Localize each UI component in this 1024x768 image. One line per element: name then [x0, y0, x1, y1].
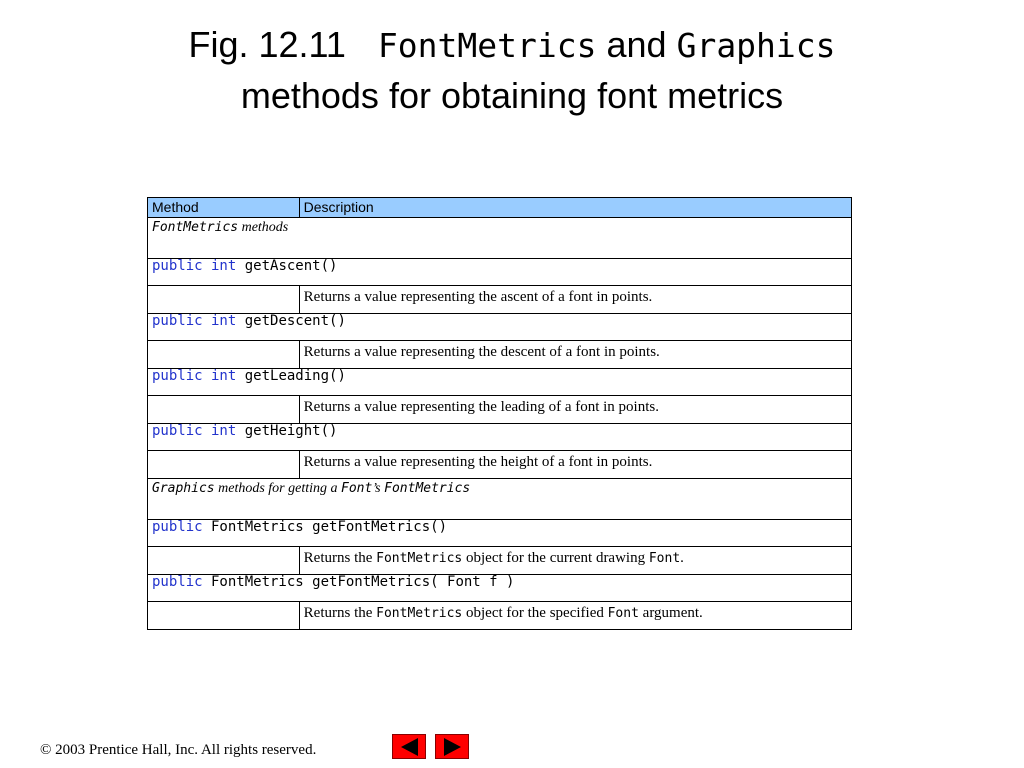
- title-line-1: [0, 20, 1024, 71]
- section-class-name: Graphics: [152, 481, 215, 496]
- method-keyword: public int: [152, 258, 237, 274]
- section-fontmetrics-methods: [148, 218, 852, 259]
- method-name: getDescent(): [236, 313, 346, 329]
- method-description: [299, 547, 851, 575]
- method-description: Returns a value representing the height of a font in points.: [299, 451, 851, 479]
- method-keyword: public: [152, 574, 203, 590]
- title-class-graphics: Graphics: [676, 26, 836, 65]
- title-line-2: methods for obtaining font metrics: [240, 75, 784, 116]
- desc-code: FontMetrics: [376, 551, 463, 566]
- title-class-fontmetrics: FontMetrics: [377, 26, 597, 65]
- method-description: Returns a value representing the ascent of a font in points.: [299, 286, 851, 314]
- method-signature-row: [148, 314, 852, 341]
- method-keyword: public int: [152, 368, 237, 384]
- empty-method-cell: [148, 602, 300, 630]
- section-text: ’s: [372, 481, 385, 496]
- method-description: Returns a value representing the descent of a font in points.: [299, 341, 851, 369]
- arrow-left-icon: [401, 738, 418, 756]
- section-graphics-methods: [148, 479, 852, 520]
- slide-title: [0, 20, 1024, 121]
- section-font-class: Font: [341, 481, 373, 496]
- method-description: Returns a value representing the leading of a font in points.: [299, 396, 851, 424]
- method-name: FontMetrics getFontMetrics(): [202, 519, 448, 535]
- method-name: FontMetrics getFontMetrics( Font f ): [202, 574, 515, 590]
- section-text: methods for getting a: [214, 481, 342, 496]
- desc-text: argument.: [638, 605, 703, 621]
- desc-text: object for the current drawing: [462, 550, 649, 566]
- method-description-row: [148, 396, 852, 424]
- empty-method-cell: [148, 547, 300, 575]
- previous-slide-button[interactable]: [392, 734, 426, 759]
- method-description-row: [148, 602, 852, 630]
- method-name: getAscent(): [236, 258, 338, 274]
- title-conjunction: and: [606, 24, 667, 65]
- method-description-row: [148, 286, 852, 314]
- desc-text: Returns the: [303, 550, 377, 566]
- copyright-footer: © 2003 Prentice Hall, Inc. All rights reserved.: [40, 742, 317, 758]
- method-description-row: [148, 547, 852, 575]
- header-description: Description: [299, 198, 851, 218]
- method-description-row: [148, 451, 852, 479]
- desc-text: .: [680, 550, 684, 566]
- desc-text: object for the specified: [462, 605, 608, 621]
- method-signature-row: [148, 424, 852, 451]
- methods-table: [147, 197, 852, 630]
- desc-code: Font: [648, 551, 681, 566]
- method-description-row: [148, 341, 852, 369]
- section-metrics-class: FontMetrics: [384, 481, 471, 496]
- figure-label: Fig. 12.11: [188, 24, 346, 65]
- method-signature-row: [148, 259, 852, 286]
- method-signature-row: [148, 520, 852, 547]
- arrow-right-icon: [444, 738, 461, 756]
- method-keyword: public int: [152, 423, 237, 439]
- method-signature-row: [148, 575, 852, 602]
- section-label: methods: [238, 220, 289, 235]
- desc-code: Font: [607, 606, 639, 621]
- empty-method-cell: [148, 396, 300, 424]
- table-header-row: [148, 198, 852, 218]
- method-keyword: public int: [152, 313, 237, 329]
- method-signature-row: [148, 369, 852, 396]
- method-name: getLeading(): [236, 368, 346, 384]
- empty-method-cell: [148, 286, 300, 314]
- header-method: Method: [148, 198, 300, 218]
- method-description: [299, 602, 851, 630]
- desc-text: Returns the: [303, 605, 377, 621]
- method-keyword: public: [152, 519, 203, 535]
- method-name: getHeight(): [236, 423, 338, 439]
- section-class-name: FontMetrics: [152, 220, 239, 235]
- next-slide-button[interactable]: [435, 734, 469, 759]
- empty-method-cell: [148, 451, 300, 479]
- empty-method-cell: [148, 341, 300, 369]
- desc-code: FontMetrics: [376, 606, 463, 621]
